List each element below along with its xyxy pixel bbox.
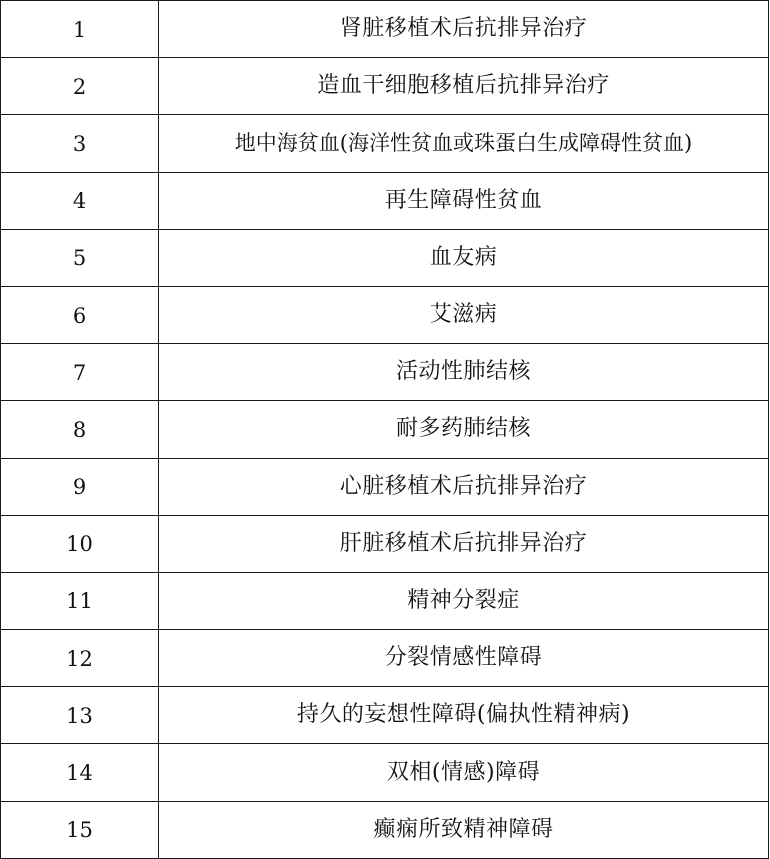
table-row [1, 1, 769, 58]
row-number: 13 [1, 687, 159, 744]
disease-name: 癫痫所致精神障碍 [159, 801, 769, 858]
table-row [1, 286, 769, 343]
disease-name: 地中海贫血(海洋性贫血或珠蛋白生成障碍性贫血) [159, 115, 769, 172]
disease-name: 再生障碍性贫血 [159, 172, 769, 229]
table-row [1, 687, 769, 744]
disease-name: 分裂情感性障碍 [159, 630, 769, 687]
disease-name: 造血干细胞移植后抗排异治疗 [159, 58, 769, 115]
disease-name: 双相(情感)障碍 [159, 744, 769, 801]
row-number: 4 [1, 172, 159, 229]
row-number: 5 [1, 229, 159, 286]
table-row [1, 172, 769, 229]
table-row [1, 344, 769, 401]
table-row [1, 515, 769, 572]
disease-name: 肾脏移植术后抗排异治疗 [159, 1, 769, 58]
table-row [1, 229, 769, 286]
row-number: 6 [1, 286, 159, 343]
table-row [1, 801, 769, 858]
disease-name: 血友病 [159, 229, 769, 286]
disease-name: 活动性肺结核 [159, 344, 769, 401]
disease-name: 耐多药肺结核 [159, 401, 769, 458]
disease-name: 肝脏移植术后抗排异治疗 [159, 515, 769, 572]
disease-name: 艾滋病 [159, 286, 769, 343]
row-number: 11 [1, 572, 159, 629]
row-number: 15 [1, 801, 159, 858]
table-row [1, 115, 769, 172]
table-row [1, 630, 769, 687]
row-number: 9 [1, 458, 159, 515]
row-number: 2 [1, 58, 159, 115]
row-number: 1 [1, 1, 159, 58]
disease-name: 精神分裂症 [159, 572, 769, 629]
disease-name: 心脏移植术后抗排异治疗 [159, 458, 769, 515]
table-row [1, 572, 769, 629]
table-row [1, 401, 769, 458]
row-number: 10 [1, 515, 159, 572]
table-row [1, 58, 769, 115]
disease-name: 持久的妄想性障碍(偏执性精神病) [159, 687, 769, 744]
row-number: 7 [1, 344, 159, 401]
table-row [1, 458, 769, 515]
row-number: 14 [1, 744, 159, 801]
row-number: 12 [1, 630, 159, 687]
row-number: 3 [1, 115, 159, 172]
row-number: 8 [1, 401, 159, 458]
table-row [1, 744, 769, 801]
